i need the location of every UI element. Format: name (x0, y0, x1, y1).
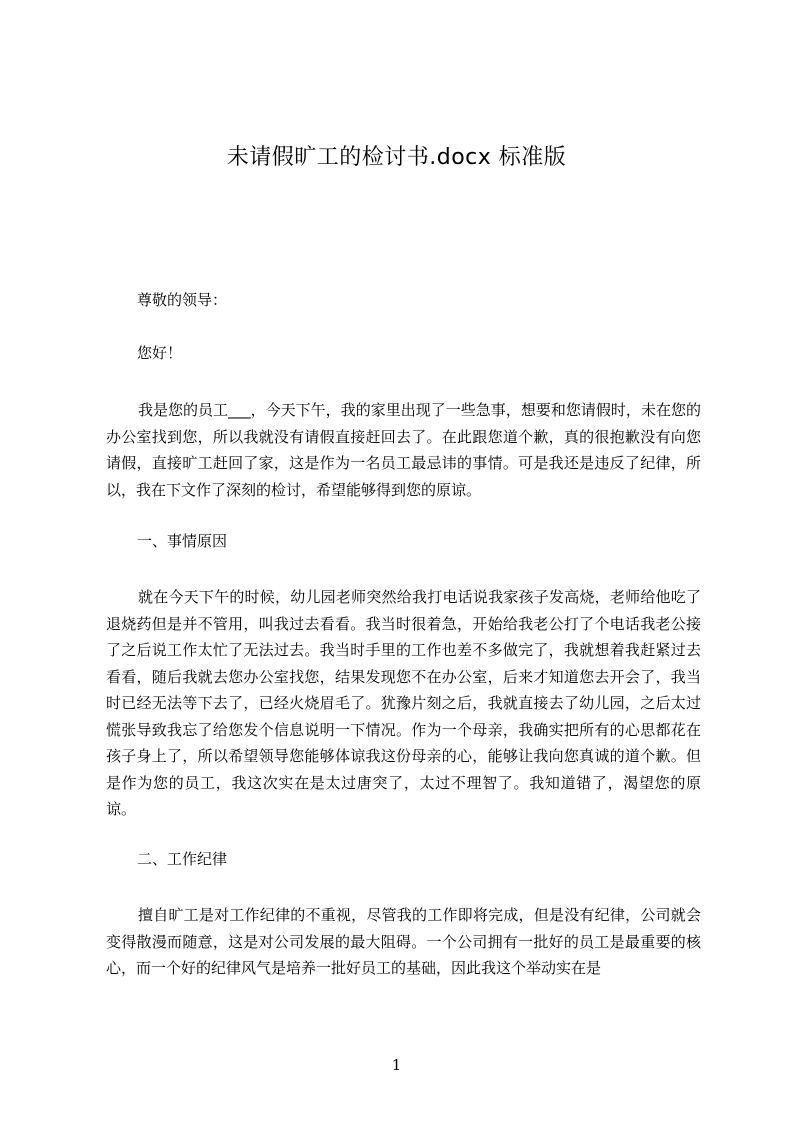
reason-paragraph: 就在今天下午的时候，幼儿园老师突然给我打电话说我家孩子发高烧，老师给他吃了退烧药但是并不管用，叫我过去看看。我当时很着急，开始给我老公打了个电话我老公接了之后说工作太忙了无法过去。我当时手里的工作也差不多做完了，我就想着我赶紧过去看看，随后我就去您办公室找您，结果发现您不在办公室，后来才知道您去开会了，我当时已经无法等下去了，已经火烧眉毛了。犹豫片刻之后，我就直接去了幼儿园，之后太过慌张导致我忘了给您发个信息说明一下情况。作为一个母亲，我确实把所有的心思都花在孩子身上了，所以希望领导您能够体谅我这份母亲的心，能够让我向您真诚的道个歉。但是作为您的员工，我这次实在是太过唐突了，太过不理智了。我知道错了，渴望您的原谅。 (106, 588, 701, 818)
section-heading-discipline: 二、工作纪律 (137, 850, 228, 868)
document-title: 未请假旷工的检讨书.docx 标准版 (226, 145, 567, 170)
greeting: 您好！ (137, 344, 183, 362)
salutation: 尊敬的领导： (137, 291, 228, 309)
intro-paragraph: 我是您的员工___，今天下午，我的家里出现了一些急事，想要和您请假时，未在您的办公室找到您，所以我就没有请假直接赶回去了。在此跟您道个歉，真的很抱歉没有向您请假，直接旷工赶回了家，这是作为一名员工最忌讳的事情。可是我还是违反了纪律，所以，我在下文作了深刻的检讨，希望能够得到您的原谅。 (106, 401, 701, 499)
page-number: 1 (391, 1056, 402, 1074)
section-heading-reason: 一、事情原因 (137, 532, 228, 550)
discipline-paragraph: 擅自旷工是对工作纪律的不重视，尽管我的工作即将完成，但是没有纪律，公司就会变得散漫而随意，这是对公司发展的最大阻碍。一个公司拥有一批好的员工是最重要的核心，而一个好的纪律风气是培养一批好员工的基础，因此我这个举动实在是 (106, 906, 701, 977)
